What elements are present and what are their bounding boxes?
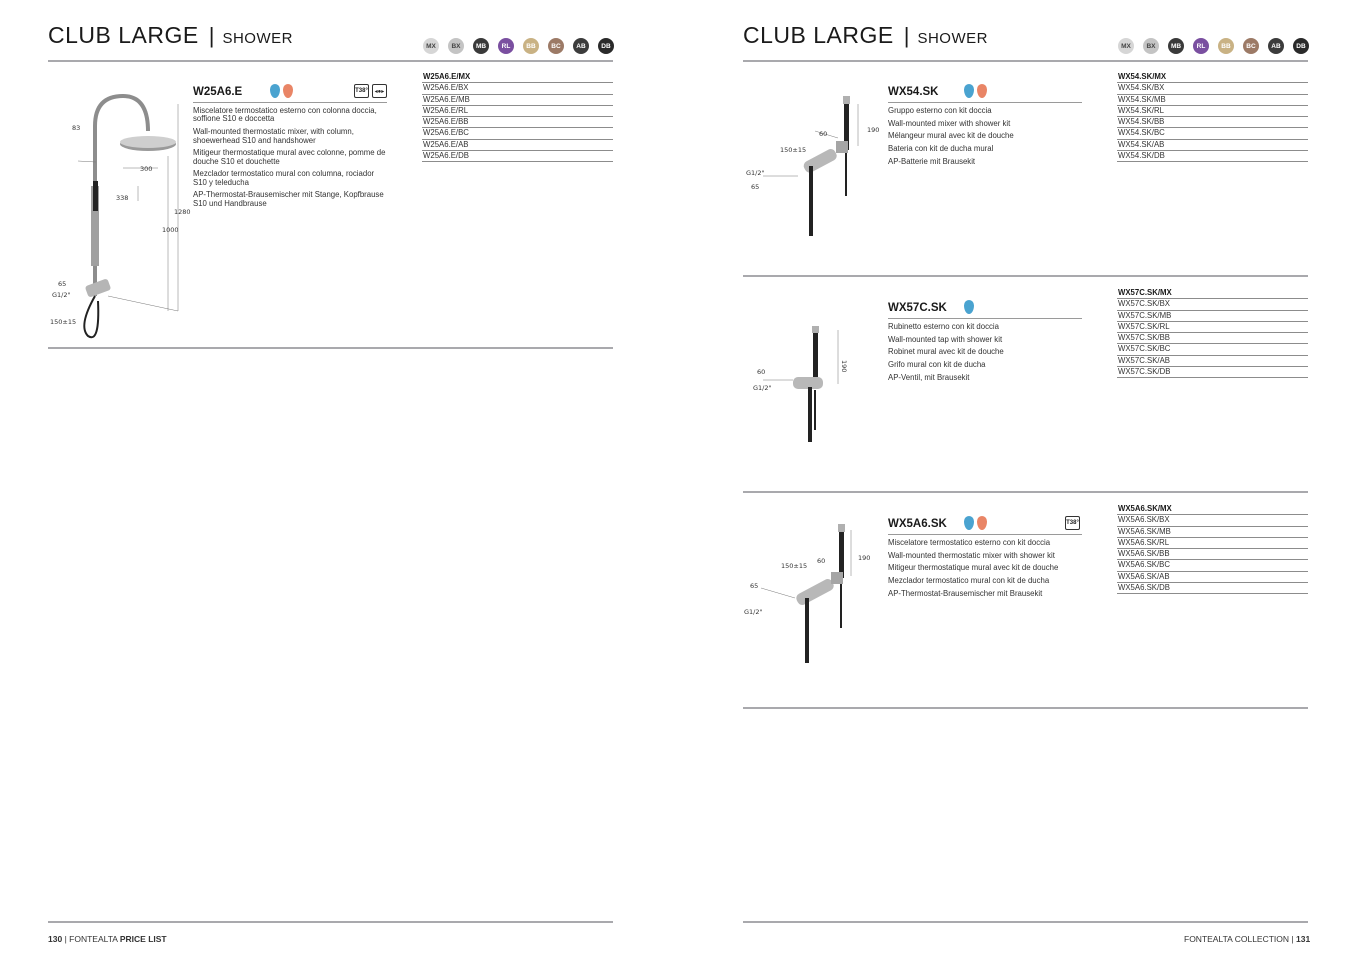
dimension-label: 65	[750, 582, 759, 590]
dimension-label: 190	[867, 126, 880, 134]
finish-swatches	[423, 38, 614, 54]
dimension-label: 190	[858, 554, 871, 562]
dimension-label: 65	[751, 183, 760, 191]
feature-pictograms	[354, 84, 387, 98]
finish-swatch-bx: BX	[1143, 38, 1159, 54]
section-rule	[48, 347, 613, 349]
cold-water-drop-icon	[964, 516, 974, 530]
finish-swatch-rl: RL	[1193, 38, 1209, 54]
water-type-icons	[964, 300, 974, 314]
page-footer	[48, 934, 167, 944]
product-descriptions	[888, 323, 1088, 387]
variant-code-list	[422, 72, 613, 162]
variant-code: WX57C.SK/BB	[1117, 333, 1308, 344]
water-type-icons	[964, 516, 987, 530]
description-it: Rubinetto esterno con kit doccia	[888, 322, 999, 331]
finish-swatches	[1118, 38, 1309, 54]
variant-code: WX5A6.SK/BC	[1117, 560, 1308, 571]
footer-doc-title: COLLECTION	[1234, 934, 1290, 944]
page-footer	[1184, 934, 1310, 944]
variant-code: WX57C.SK/RL	[1117, 322, 1308, 333]
description-it: Gruppo esterno con kit doccia	[888, 106, 992, 115]
variant-code: WX54.SK/BC	[1117, 128, 1308, 139]
finish-swatch-ab: AB	[573, 38, 589, 54]
description-it: Miscelatore termostatico esterno con colonna doccia, soffione S10 e doccetta	[193, 106, 377, 124]
header-rule	[48, 60, 613, 62]
finish-swatch-bc: BC	[548, 38, 564, 54]
hot-water-drop-icon	[977, 516, 987, 530]
dimension-label: G1/2"	[52, 291, 71, 299]
finish-swatch-bb: BB	[523, 38, 539, 54]
variant-code: W25A6.E/MB	[422, 95, 613, 106]
variant-code: WX5A6.SK/MX	[1117, 504, 1308, 515]
description-en: Wall-mounted tap with shower kit	[888, 334, 1003, 344]
dimension-label: 1000	[162, 226, 179, 234]
product-code: WX5A6.SK	[888, 518, 947, 530]
variant-code: WX54.SK/RL	[1117, 106, 1308, 117]
dimension-label: G1/2"	[753, 384, 772, 392]
variant-code-list	[1117, 72, 1308, 162]
variant-code: W25A6.E/DB	[422, 151, 613, 162]
hot-water-drop-icon	[283, 84, 293, 98]
description-fr: Mélangeur mural avec kit de douche	[888, 131, 1014, 141]
product-drawing-shower-mixer	[743, 86, 888, 246]
cold-water-drop-icon	[964, 84, 974, 98]
description-es: Mezclador termostatico mural con kit de ducha	[888, 576, 1050, 586]
variant-code: WX57C.SK/MB	[1117, 311, 1308, 322]
description-fr: Mitigeur thermostatique mural avec kit de douche	[888, 563, 1059, 573]
variant-code: WX57C.SK/MX	[1117, 288, 1308, 299]
category-subtitle: SHOWER	[917, 30, 988, 47]
product-code: WX54.SK	[888, 86, 939, 98]
page-number: 131	[1296, 934, 1311, 944]
variant-code: WX54.SK/BX	[1117, 83, 1308, 94]
section-rule	[743, 491, 1308, 493]
product-descriptions	[193, 107, 389, 213]
section-rule	[743, 275, 1308, 277]
dimension-label: 60	[757, 368, 766, 376]
description-en: Wall-mounted thermostatic mixer with shower kit	[888, 550, 1055, 560]
product-drawing-thermostatic-mixer	[743, 518, 888, 673]
water-type-icons	[270, 84, 293, 98]
description-rule	[888, 534, 1082, 535]
variant-code-list	[1117, 504, 1308, 594]
footer-doc-title: PRICE LIST	[119, 934, 167, 944]
category-subtitle: SHOWER	[222, 30, 293, 47]
variant-code: WX57C.SK/DB	[1117, 367, 1308, 378]
variant-code: WX5A6.SK/BB	[1117, 549, 1308, 560]
collection-title: CLUB LARGE	[48, 22, 199, 48]
finish-swatch-mx: MX	[423, 38, 439, 54]
description-es: Grifo mural con kit de ducha	[888, 360, 986, 370]
thermostatic-icon: T38°	[1065, 516, 1080, 530]
description-de: AP-Thermostat-Brausemischer mit Stange, Kopfbrause S10 und Handbrause	[193, 190, 384, 208]
dimension-label: 1280	[174, 208, 191, 216]
dimension-label: G1/2"	[744, 608, 763, 616]
description-de: AP-Thermostat-Brausemischer mit Brausekit	[888, 588, 1043, 598]
footer-rule	[743, 921, 1308, 923]
footer-rule	[48, 921, 613, 923]
finish-swatch-mx: MX	[1118, 38, 1134, 54]
variant-code: WX5A6.SK/DB	[1117, 583, 1308, 594]
footer-brand: FONTEALTA	[1184, 934, 1233, 944]
variant-code: WX5A6.SK/BX	[1117, 515, 1308, 526]
right-page	[695, 0, 1356, 959]
cold-water-drop-icon	[270, 84, 280, 98]
dimension-label: 60	[819, 130, 828, 138]
product-code: WX57C.SK	[888, 302, 947, 314]
product-drawing-wall-tap	[743, 302, 888, 452]
variant-code: WX57C.SK/BX	[1117, 299, 1308, 310]
variant-code-list	[1117, 288, 1308, 378]
section-rule	[743, 707, 1308, 709]
variant-code: WX5A6.SK/MB	[1117, 527, 1308, 538]
finish-swatch-bx: BX	[448, 38, 464, 54]
finish-swatch-ab: AB	[1268, 38, 1284, 54]
description-es: Mezclador termostatico mural con columna, rociador S10 y teleducha	[193, 169, 375, 187]
header-separator: |	[208, 23, 215, 48]
variant-code: W25A6.E/MX	[422, 72, 613, 83]
variant-code: WX57C.SK/BC	[1117, 344, 1308, 355]
footer-separator: |	[1291, 934, 1294, 944]
water-type-icons	[964, 84, 987, 98]
finish-swatch-bb: BB	[1218, 38, 1234, 54]
cold-water-drop-icon	[964, 300, 974, 314]
thermostatic-icon: T38°	[354, 84, 369, 98]
collection-title: CLUB LARGE	[743, 22, 894, 48]
description-rule	[888, 102, 1082, 103]
variant-code: W25A6.E/RL	[422, 106, 613, 117]
description-fr: Mitigeur thermostatique mural avec colonne, pomme de douche S10 et douchette	[193, 148, 386, 166]
dimension-label: 150±15	[780, 146, 807, 154]
page-header	[48, 22, 293, 49]
finish-swatch-mb: MB	[1168, 38, 1184, 54]
dimension-label: G1/2"	[746, 169, 765, 177]
feature-pictograms	[1065, 516, 1080, 530]
dimension-label: 150±15	[781, 562, 808, 570]
product-descriptions	[888, 107, 1088, 171]
hot-water-drop-icon	[977, 84, 987, 98]
description-en: Wall-mounted mixer with shower kit	[888, 118, 1011, 128]
product-code: W25A6.E	[193, 86, 243, 98]
dimension-label: 150±15	[50, 318, 77, 326]
variant-code: WX54.SK/BB	[1117, 117, 1308, 128]
description-en: Wall-mounted thermostatic mixer, with column, shoewerhead S10 and handshower	[193, 127, 354, 145]
variant-code: WX54.SK/DB	[1117, 151, 1308, 162]
description-rule	[888, 318, 1082, 319]
variant-code: WX5A6.SK/RL	[1117, 538, 1308, 549]
description-rule	[193, 102, 387, 103]
dimension-label: 338	[116, 194, 129, 202]
description-es: Bateria con kit de ducha mural	[888, 144, 994, 154]
product-drawing-column-shower	[48, 86, 193, 346]
variant-code: W25A6.E/BC	[422, 128, 613, 139]
footer-separator: |	[64, 934, 67, 944]
description-fr: Robinet mural avec kit de douche	[888, 347, 1004, 357]
finish-swatch-bc: BC	[1243, 38, 1259, 54]
dimension-label: 65	[58, 280, 67, 288]
variant-code: WX54.SK/MX	[1117, 72, 1308, 83]
finish-swatch-mb: MB	[473, 38, 489, 54]
variant-code: W25A6.E/AB	[422, 140, 613, 151]
variant-code: W25A6.E/BB	[422, 117, 613, 128]
description-it: Miscelatore termostatico esterno con kit doccia	[888, 538, 1051, 547]
finish-swatch-rl: RL	[498, 38, 514, 54]
diverter-icon: ◂●▸	[372, 84, 387, 98]
description-de: AP-Ventil, mit Brausekit	[888, 372, 970, 382]
header-rule	[743, 60, 1308, 62]
finish-swatch-db: DB	[598, 38, 614, 54]
variant-code: W25A6.E/BX	[422, 83, 613, 94]
dimension-label: 300	[140, 165, 153, 173]
variant-code: WX54.SK/MB	[1117, 95, 1308, 106]
dimension-label: 60	[817, 557, 826, 565]
variant-code: WX5A6.SK/AB	[1117, 572, 1308, 583]
header-separator: |	[903, 23, 910, 48]
dimension-label: 190	[840, 360, 848, 373]
description-de: AP-Batterie mit Brausekit	[888, 156, 976, 166]
product-descriptions	[888, 539, 1088, 603]
variant-code: WX54.SK/AB	[1117, 140, 1308, 151]
finish-swatch-db: DB	[1293, 38, 1309, 54]
variant-code: WX57C.SK/AB	[1117, 356, 1308, 367]
dimension-label: 83	[72, 124, 81, 132]
page-number: 130	[48, 934, 63, 944]
page-header	[743, 22, 988, 49]
footer-brand: FONTEALTA	[69, 934, 118, 944]
